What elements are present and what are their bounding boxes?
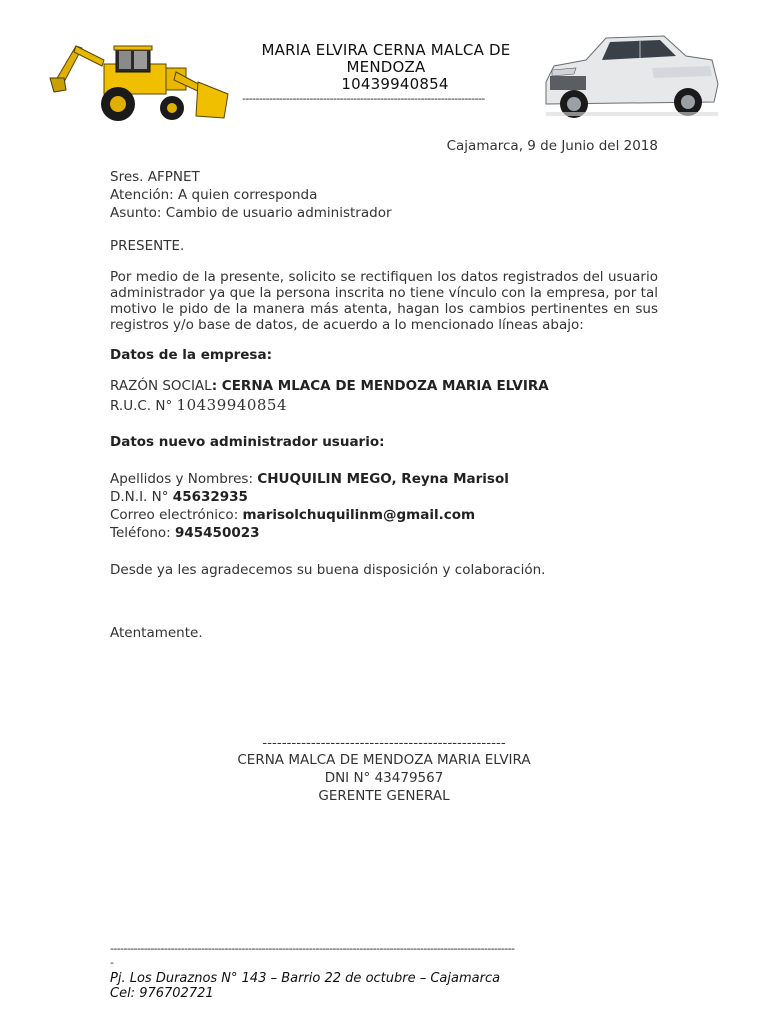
company-header-title — [236, 42, 536, 93]
admin-phone-value: 945450023 — [174, 525, 260, 541]
admin-email-row — [110, 506, 475, 524]
admin-data-heading: Datos nuevo administrador usuario: — [110, 434, 385, 450]
company-name-line2: MENDOZA — [346, 58, 426, 76]
signatory-title: GERENTE GENERAL — [318, 788, 450, 804]
admin-dni-row — [110, 488, 248, 506]
footer-divider-tail: - — [110, 956, 114, 969]
footer-phone: Cel: 976702721 — [110, 986, 214, 1001]
closing-sentence: Desde ya les agradecemos su buena disposición y colaboración. — [110, 562, 546, 578]
pickup-truck-image — [540, 26, 720, 122]
company-data-heading: Datos de la empresa: — [110, 347, 272, 363]
recipient-line-1: Sres. AFPNET — [110, 169, 200, 185]
recipient-line-2: Atención: A quien corresponda — [110, 187, 318, 203]
signatory-dni: DNI N° 43479567 — [324, 770, 444, 786]
razon-social-label: RAZÓN SOCIAL — [110, 378, 212, 394]
footer-divider: ------------------------------------------------------------------------------------------------------------------------ — [110, 942, 515, 955]
company-name-line1: MARIA ELVIRA CERNA MALCA DE — [261, 41, 511, 59]
recipient-subject: Asunto: Cambio de usuario administrador — [110, 205, 392, 221]
razon-social-row — [110, 377, 549, 395]
header-divider: ------------------------------------------------------------------------ — [242, 92, 485, 105]
letter-date: Cajamarca, 9 de Junio del 2018 — [446, 138, 658, 154]
signature-line: -------------------------------------------------- — [262, 735, 506, 751]
admin-names-value: CHUQUILIN MEGO, Reyna Marisol — [257, 471, 509, 487]
signatory-name: CERNA MALCA DE MENDOZA MARIA ELVIRA — [237, 752, 531, 768]
admin-names-label: Apellidos y Nombres: — [110, 471, 258, 487]
backhoe-loader-image — [46, 38, 230, 124]
admin-dni-label: D.N.I. N° — [110, 489, 169, 505]
footer-address: Pj. Los Duraznos N° 143 – Barrio 22 de octubre – Cajamarca — [110, 971, 501, 986]
admin-email-value: marisolchuquilinm@gmail.com — [242, 507, 476, 523]
ruc-label: R.U.C. N° — [110, 398, 173, 414]
sign-off: Atentamente. — [110, 625, 203, 641]
ruc-row — [110, 396, 287, 415]
admin-phone-label: Teléfono: — [110, 525, 175, 541]
presente-heading: PRESENTE. — [110, 238, 185, 254]
company-ruc: 10439940854 — [341, 75, 449, 93]
admin-names-row — [110, 470, 509, 488]
ruc-value: 10439940854 — [176, 396, 288, 414]
admin-dni-value: 45632935 — [172, 489, 248, 505]
admin-email-label: Correo electrónico: — [110, 507, 243, 523]
admin-phone-row — [110, 524, 260, 542]
letter-body-paragraph: Por medio de la presente, solicito se rectifiquen los datos registrados del usuario administrador ya que la persona inscrita no tiene vínculo con la empresa, por tal motivo le pido de la manera más atenta, hagan los cambios pertinentes en sus registros y/o base de datos, de acuerdo a lo mencionado líneas abajo: — [110, 269, 658, 333]
razon-social-value: : CERNA MLACA DE MENDOZA MARIA ELVIRA — [211, 378, 549, 394]
